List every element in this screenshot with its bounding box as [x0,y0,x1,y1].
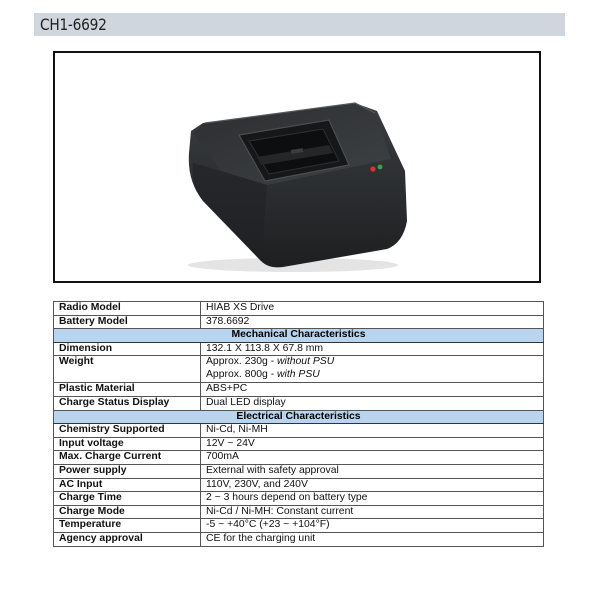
section-header-electrical [54,410,544,424]
table-row [54,424,544,438]
table-row [54,383,544,397]
section-header-mechanical [54,329,544,343]
spec-value: 110V, 230V, and 240V [201,478,544,492]
spec-label: Charge Time [54,492,201,506]
table-row [54,315,544,329]
spec-value: External with safety approval [201,464,544,478]
weight-note: without PSU [277,356,335,368]
spec-value: 12V ~ 24V [201,437,544,451]
spec-value: -5 ~ +40°C (+23 ~ +104°F) [201,519,544,533]
spec-value: ABS+PC [201,383,544,397]
spec-value: Ni-Cd, Ni-MH [201,424,544,438]
table-row [54,464,544,478]
weight-text: Approx. 800g - [206,369,278,381]
table-row [54,451,544,465]
weight-text: Approx. 230g - [206,356,278,368]
table-row [54,478,544,492]
spec-value: Ni-Cd / Ni-MH: Constant current [201,505,544,519]
spec-label: Battery Model [54,315,201,329]
table-row [54,396,544,410]
spec-value: 700mA [201,451,544,465]
table-row [54,302,544,316]
specs-table [53,301,544,547]
spec-label: Weight [54,356,201,383]
product-photo-frame [53,51,541,283]
spec-value-weight [201,356,544,383]
spec-value: Dual LED display [201,396,544,410]
table-row [54,492,544,506]
spec-label: Temperature [54,519,201,533]
spec-label: Charge Status Display [54,396,201,410]
spec-label: Plastic Material [54,383,201,397]
table-row [54,342,544,356]
spec-label: Agency approval [54,532,201,546]
spec-label: AC Input [54,478,201,492]
spec-value: HIAB XS Drive [201,302,544,316]
section-title: Mechanical Characteristics [54,329,544,343]
title-bar [34,13,565,36]
spec-label: Power supply [54,464,201,478]
page-title: CH1-6692 [40,15,107,34]
weight-line-2 [206,369,543,382]
weight-line-1 [206,356,543,369]
spec-label: Chemistry Supported [54,424,201,438]
table-row [54,532,544,546]
weight-note: with PSU [277,369,320,381]
spec-label: Input voltage [54,437,201,451]
spec-value: 132.1 X 113.8 X 67.8 mm [201,342,544,356]
spec-label: Charge Mode [54,505,201,519]
section-title: Electrical Characteristics [54,410,544,424]
spec-value: CE for the charging unit [201,532,544,546]
spec-value: 378.6692 [201,315,544,329]
table-row [54,505,544,519]
table-row [54,519,544,533]
spec-label: Max. Charge Current [54,451,201,465]
spec-value: 2 ~ 3 hours depend on battery type [201,492,544,506]
charger-photo [55,53,539,281]
spec-label: Dimension [54,342,201,356]
table-row [54,356,544,383]
table-row [54,437,544,451]
spec-label: Radio Model [54,302,201,316]
